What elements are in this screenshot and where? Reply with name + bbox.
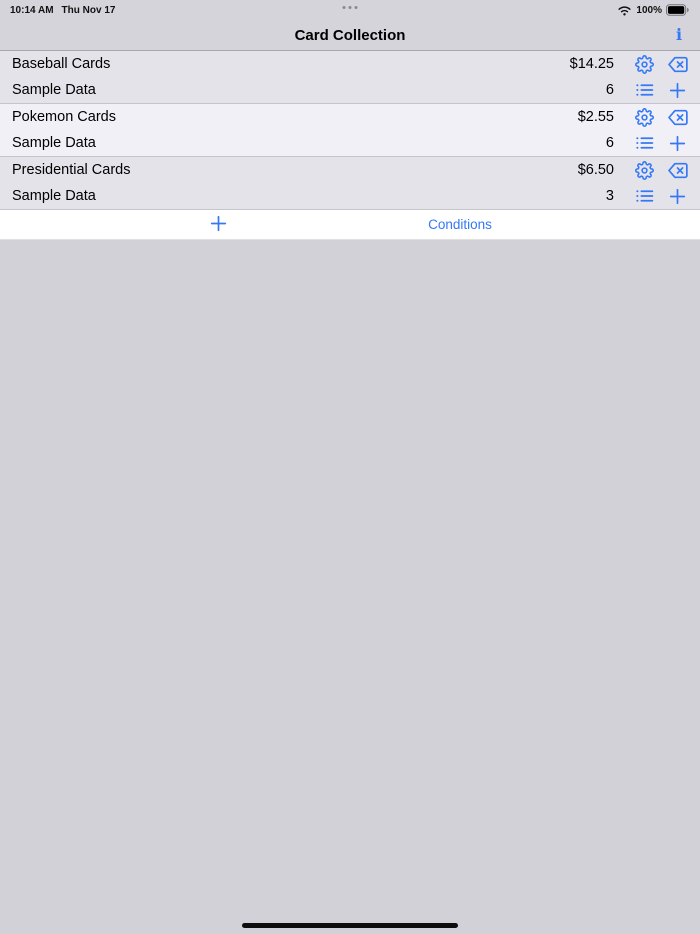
card-row[interactable] bbox=[0, 51, 700, 77]
plus-icon bbox=[669, 188, 686, 205]
info-icon: i bbox=[675, 25, 683, 44]
sample-label: Sample Data bbox=[12, 188, 96, 204]
sample-count: 6 bbox=[605, 135, 614, 151]
list-button[interactable] bbox=[633, 185, 655, 207]
card-row[interactable] bbox=[0, 157, 700, 183]
settings-button[interactable] bbox=[633, 53, 655, 75]
sample-count: 6 bbox=[605, 82, 614, 98]
card-group-pokemon bbox=[0, 104, 700, 157]
card-name: Presidential Cards bbox=[12, 162, 131, 178]
sample-label: Sample Data bbox=[12, 135, 96, 151]
empty-content-area bbox=[0, 240, 700, 934]
card-name: Baseball Cards bbox=[12, 56, 111, 72]
list-bullet-icon bbox=[635, 135, 654, 151]
delete-left-icon bbox=[667, 162, 688, 179]
nav-bar bbox=[0, 20, 700, 51]
card-value: $2.55 bbox=[577, 109, 614, 125]
plus-icon bbox=[669, 82, 686, 99]
gear-icon bbox=[635, 55, 654, 74]
card-row[interactable] bbox=[0, 104, 700, 130]
delete-left-icon bbox=[667, 109, 688, 126]
sample-label: Sample Data bbox=[12, 82, 96, 98]
sample-count: 3 bbox=[605, 188, 614, 204]
plus-icon bbox=[210, 215, 227, 235]
sample-row[interactable] bbox=[0, 130, 700, 156]
sample-row[interactable] bbox=[0, 183, 700, 209]
status-bar bbox=[0, 0, 700, 20]
list-button[interactable] bbox=[633, 79, 655, 101]
delete-left-icon bbox=[667, 56, 688, 73]
multitask-dots-icon bbox=[343, 6, 358, 9]
info-button[interactable] bbox=[668, 20, 690, 50]
sample-row[interactable] bbox=[0, 77, 700, 103]
settings-button[interactable] bbox=[633, 106, 655, 128]
delete-button[interactable] bbox=[666, 53, 688, 75]
conditions-button[interactable]: Conditions bbox=[400, 210, 520, 239]
list-button[interactable] bbox=[633, 132, 655, 154]
delete-button[interactable] bbox=[666, 159, 688, 181]
battery-percent: 100% bbox=[636, 4, 662, 16]
plus-icon bbox=[669, 135, 686, 152]
status-right bbox=[617, 4, 690, 16]
bottom-toolbar bbox=[0, 210, 700, 240]
add-item-button[interactable] bbox=[666, 79, 688, 101]
card-name: Pokemon Cards bbox=[12, 109, 116, 125]
add-item-button[interactable] bbox=[666, 185, 688, 207]
wifi-icon bbox=[617, 5, 632, 16]
add-collection-button[interactable] bbox=[204, 210, 232, 239]
gear-icon bbox=[635, 108, 654, 127]
card-value: $6.50 bbox=[577, 162, 614, 178]
home-indicator[interactable] bbox=[242, 923, 458, 928]
page-title: Card Collection bbox=[294, 26, 406, 44]
card-group-baseball bbox=[0, 51, 700, 104]
card-value: $14.25 bbox=[569, 56, 614, 72]
gear-icon bbox=[635, 161, 654, 180]
delete-button[interactable] bbox=[666, 106, 688, 128]
card-group-presidential bbox=[0, 157, 700, 210]
status-time: 10:14 AM bbox=[10, 4, 54, 16]
list-bullet-icon bbox=[635, 82, 654, 98]
list-bullet-icon bbox=[635, 188, 654, 204]
status-left bbox=[10, 5, 115, 16]
settings-button[interactable] bbox=[633, 159, 655, 181]
status-date: Thu Nov 17 bbox=[61, 4, 116, 16]
battery-icon bbox=[666, 4, 690, 16]
add-item-button[interactable] bbox=[666, 132, 688, 154]
